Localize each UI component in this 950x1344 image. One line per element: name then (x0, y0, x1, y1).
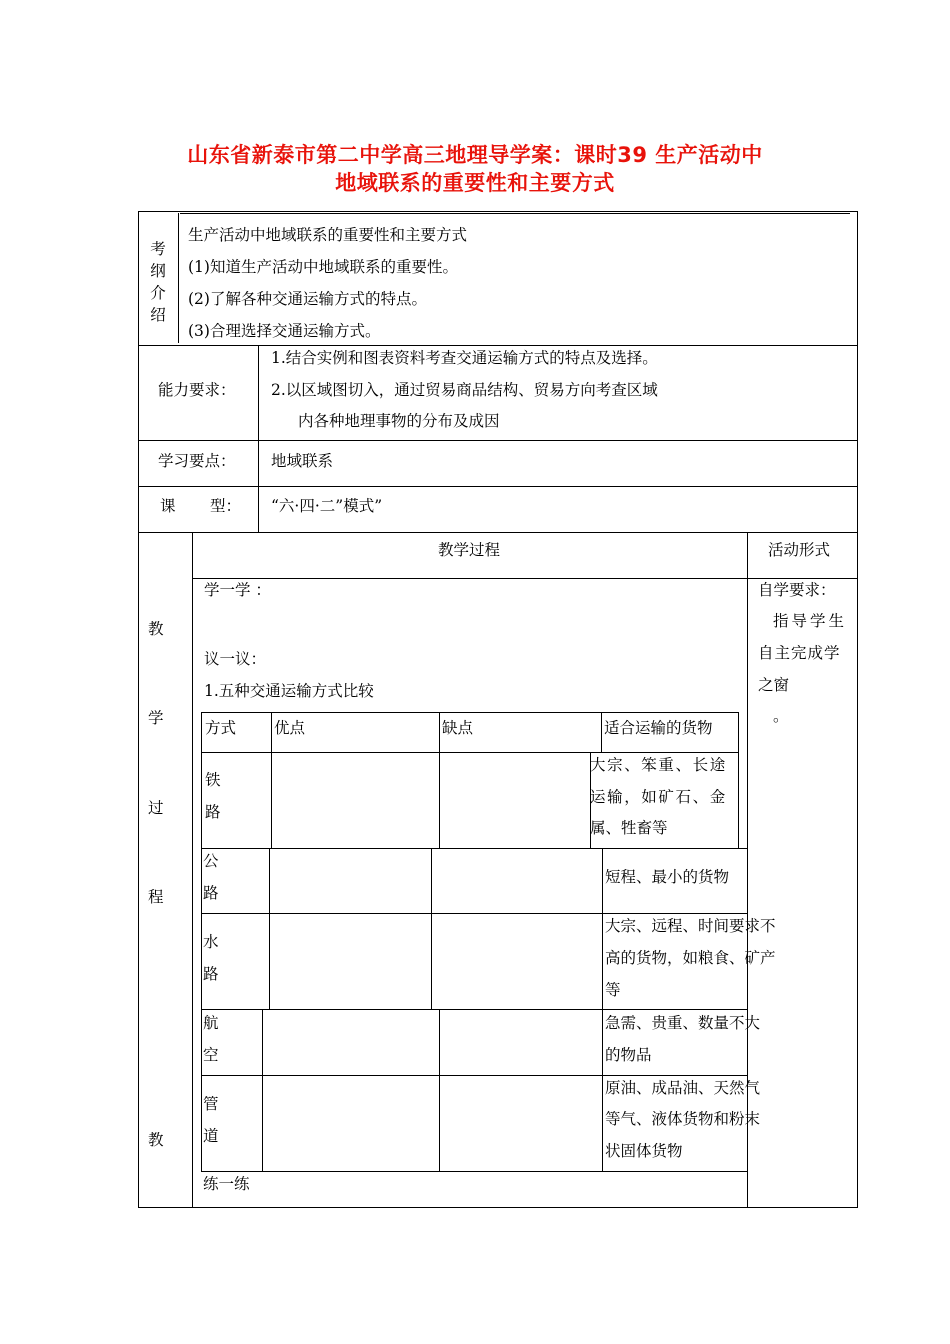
ct-row-rail-mode-b: 路 (205, 803, 221, 821)
xuexi-label: 学习要点： (158, 452, 236, 470)
lian-label: 练一练 (203, 1175, 250, 1193)
process-header-side: 活动形式 (768, 541, 831, 559)
ct-h-v4 (738, 712, 739, 752)
kaogang-line-2: (1)知道生产活动中地域联系的重要性。 (188, 258, 458, 276)
ct-row-air-mode-b: 空 (203, 1046, 219, 1064)
nengli-divider (258, 345, 259, 440)
ct-r2-bottom (201, 913, 747, 914)
ct-r5-v0 (201, 1075, 202, 1171)
ct-row-air-mode-a: 航 (203, 1014, 219, 1032)
ct-row-water-mode-b: 路 (203, 965, 219, 983)
ct-r1-v0 (201, 752, 202, 848)
ct-r3-v2 (431, 913, 432, 1009)
left-char-1: 教 (148, 620, 164, 638)
ct-row-pipe-goods-1: 原油、成品油、天然气 (605, 1079, 761, 1097)
ct-r4-v1 (262, 1009, 263, 1075)
side-line-1: 自学要求： (758, 581, 836, 599)
ct-r3-v1 (269, 913, 270, 1009)
side-line-4: 之窗 (758, 676, 790, 694)
kexing-value: “六·四·二”模式” (271, 497, 383, 515)
xuexi-bottom (138, 486, 858, 487)
ct-header-pros: 优点 (274, 719, 306, 737)
ct-row-rail-mode-a: 铁 (205, 771, 221, 789)
kexing-label-a: 课 (160, 497, 176, 515)
ct-row-road-mode-b: 路 (203, 884, 219, 902)
ct-r3-v3 (602, 913, 603, 1009)
ct-row-rail-goods-3: 属、牲畜等 (590, 819, 668, 837)
ct-r3-bottom (201, 1009, 747, 1010)
ct-r1-v2 (439, 752, 440, 848)
kexing-bottom (138, 532, 858, 533)
kexing-label-b: 型： (210, 497, 242, 515)
ct-header-bottom (201, 752, 739, 753)
ct-row-pipe-mode-b: 道 (203, 1127, 219, 1145)
kaogang-divider (178, 213, 179, 343)
ct-h-v1 (271, 712, 272, 752)
ct-row-road-goods-1: 短程、最小的货物 (605, 868, 730, 886)
ct-header-goods: 适合运输的货物 (604, 719, 713, 737)
ct-h-v3 (601, 712, 602, 752)
ct-header-top (201, 712, 739, 713)
ct-row-pipe-mode-a: 管 (203, 1095, 219, 1113)
ct-r1-v1 (271, 752, 272, 848)
ct-row-water-goods-1: 大宗、远程、时间要求不 (605, 917, 776, 935)
ct-r5-bottom (201, 1171, 747, 1172)
process-header-bottom (192, 578, 858, 579)
side-line-5: 。 (773, 707, 789, 725)
ct-row-pipe-goods-3: 状固体货物 (605, 1142, 683, 1160)
ct-row-air-goods-1: 急需、贵重、数量不大 (605, 1014, 761, 1032)
process-right-divider (747, 532, 748, 1207)
ct-r2-v2 (431, 848, 432, 913)
kaogang-line-4: (3)合理选择交通运输方式。 (188, 322, 381, 340)
table-right-border (857, 211, 858, 1208)
table-bottom-border (138, 1207, 858, 1208)
table-top-border (138, 211, 858, 212)
ct-r4-bottom (201, 1075, 747, 1076)
doc-title-line2: 地域联系的重要性和主要方式 (335, 171, 615, 195)
ct-r2-v3 (602, 848, 603, 913)
ct-r1-bottom (201, 848, 747, 849)
side-line-3: 自主完成学 (758, 644, 841, 662)
nengli-line-2: 2.以区域图切入，通过贸易商品结构、贸易方向考查区域 (271, 381, 658, 399)
ct-r4-v0 (201, 1009, 202, 1075)
nengli-bottom (138, 440, 858, 441)
ct-r1-v4 (738, 752, 739, 848)
ct-r4-v2 (439, 1009, 440, 1075)
ct-row-air-goods-2: 的物品 (605, 1046, 652, 1064)
nengli-line-1: 1.结合实例和图表资料考查交通运输方式的特点及选择。 (271, 349, 658, 367)
ct-row-water-goods-3: 等 (605, 981, 621, 999)
ct-row-water-mode-a: 水 (203, 933, 219, 951)
ct-header-mode: 方式 (205, 719, 237, 737)
kaogang-line-1: 生产活动中地域联系的重要性和主要方式 (188, 226, 468, 244)
ct-r4-v3 (602, 1009, 603, 1075)
side-line-2: 指导学生 (773, 612, 848, 630)
table-top-border-inner (180, 213, 850, 214)
yi-label: 议一议： (204, 650, 267, 668)
ct-r3-v0 (201, 913, 202, 1009)
ct-r2-v0 (201, 848, 202, 913)
kaogang-bottom (138, 345, 858, 346)
ct-r5-v3 (602, 1075, 603, 1171)
ct-h-v0 (201, 712, 202, 752)
nengli-label: 能力要求： (158, 381, 236, 399)
ct-row-road-mode-a: 公 (203, 852, 219, 870)
kaogang-label: 考 纲 介 绍 (150, 240, 166, 324)
ct-r2-v1 (269, 848, 270, 913)
ct-h-v2 (439, 712, 440, 752)
kaogang-line-3: (2)了解各种交通运输方式的特点。 (188, 290, 427, 308)
ct-row-rail-goods-2: 运输，如矿石、金 (590, 788, 727, 806)
ct-r5-v2 (439, 1075, 440, 1171)
ct-row-water-goods-2: 高的货物，如粮食、矿产 (605, 949, 776, 967)
process-left-divider (192, 532, 193, 1207)
ct-row-pipe-goods-2: 等气、液体货物和粉末 (605, 1110, 761, 1128)
xuexi-divider (258, 440, 259, 486)
kexing-divider (258, 486, 259, 532)
nengli-line-3: 内各种地理事物的分布及成因 (298, 412, 500, 430)
table-left-border (138, 211, 139, 1208)
process-header-main: 教学过程 (438, 541, 501, 559)
ct-r5-v1 (262, 1075, 263, 1171)
left-char-3: 过 (148, 799, 164, 817)
xue-label: 学一学 ： (204, 581, 271, 599)
left-char-2: 学 (148, 709, 164, 727)
compare-title: 1.五种交通运输方式比较 (204, 682, 374, 700)
ct-row-rail-goods-1: 大宗、笨重、长途 (590, 756, 727, 774)
left-char-4: 程 (148, 888, 164, 906)
xuexi-value: 地域联系 (271, 452, 334, 470)
left-char-5: 教 (148, 1131, 164, 1149)
doc-title-line1: 山东省新泰市第二中学高三地理导学案：课时39 生产活动中 (187, 143, 763, 167)
ct-header-cons: 缺点 (442, 719, 474, 737)
